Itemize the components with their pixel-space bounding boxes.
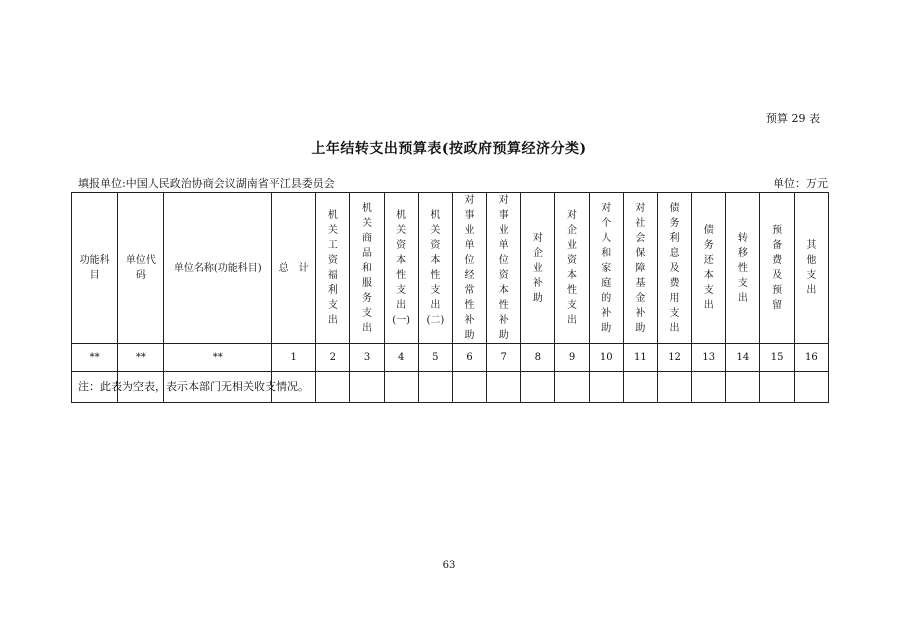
empty-cell [589, 372, 623, 403]
index-cell: ** [72, 344, 118, 372]
empty-cell [452, 372, 486, 403]
table-index-row [72, 344, 829, 372]
empty-cell [384, 372, 418, 403]
index-cell: 14 [726, 344, 760, 372]
empty-cell [726, 372, 760, 403]
index-cell: 10 [589, 344, 623, 372]
table-header-row [72, 193, 829, 344]
budget-table [71, 192, 829, 403]
header-cell: 机关商品和服务支出 [350, 193, 384, 344]
empty-cell [657, 372, 691, 403]
empty-cell [316, 372, 350, 403]
index-cell: ** [118, 344, 164, 372]
header-cell: 机关资本性支出(一) [384, 193, 418, 344]
index-cell: 6 [452, 344, 486, 372]
empty-cell [555, 372, 589, 403]
index-cell: 7 [487, 344, 521, 372]
index-cell: ** [164, 344, 272, 372]
header-cell: 对事业单位资本性补助 [487, 193, 521, 344]
empty-cell [623, 372, 657, 403]
index-cell: 3 [350, 344, 384, 372]
empty-cell [794, 372, 828, 403]
header-cell: 机关资本性支出(二) [418, 193, 452, 344]
header-cell: 其他支出 [794, 193, 828, 344]
table-note: 注：此表为空表，表示本部门无相关收支情况。 [78, 380, 309, 393]
header-cell: 对社会保障基金补助 [623, 193, 657, 344]
page-title: 上年结转支出预算表(按政府预算经济分类) [311, 141, 587, 157]
header-cell: 预备费及预留 [760, 193, 794, 344]
index-cell: 4 [384, 344, 418, 372]
header-cell: 对事业单位经常性补助 [452, 193, 486, 344]
page-number: 63 [442, 560, 456, 571]
header-cell: 对个人和家庭的补助 [589, 193, 623, 344]
index-cell: 1 [272, 344, 316, 372]
index-cell: 16 [794, 344, 828, 372]
header-cell: 单位代码 [118, 193, 164, 344]
empty-cell [760, 372, 794, 403]
header-cell: 机关工资福利支出 [316, 193, 350, 344]
header-cell: 债务还本支出 [692, 193, 726, 344]
filing-unit: 填报单位:中国人民政治协商会议湖南省平江县委员会 [78, 177, 335, 190]
index-cell: 9 [555, 344, 589, 372]
index-cell: 15 [760, 344, 794, 372]
header-cell: 对企业资本性支出 [555, 193, 589, 344]
empty-cell [521, 372, 555, 403]
empty-cell [692, 372, 726, 403]
index-cell: 2 [316, 344, 350, 372]
index-cell: 12 [657, 344, 691, 372]
index-cell: 5 [418, 344, 452, 372]
index-cell: 11 [623, 344, 657, 372]
index-cell: 13 [692, 344, 726, 372]
header-cell: 转移性支出 [726, 193, 760, 344]
index-cell: 8 [521, 344, 555, 372]
empty-cell [487, 372, 521, 403]
header-cell: 对企业补助 [521, 193, 555, 344]
header-cell: 功能科目 [72, 193, 118, 344]
header-cell: 债务利息及费用支出 [657, 193, 691, 344]
form-number: 预算 29 表 [766, 112, 820, 125]
header-cell: 单位名称(功能科目) [164, 193, 272, 344]
empty-cell [418, 372, 452, 403]
currency-unit: 单位：万元 [773, 177, 828, 190]
empty-cell [350, 372, 384, 403]
header-cell: 总 计 [272, 193, 316, 344]
